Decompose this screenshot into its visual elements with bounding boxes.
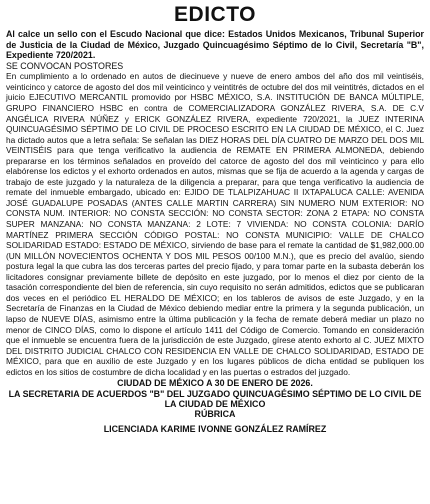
rubric-line: RÚBRICA (194, 409, 236, 420)
signer-name: LICENCIADA KARIME IVONNE GONZÁLEZ RAMÍREZ (103, 423, 327, 434)
edict-body-paragraph: En cumplimiento a lo ordenado en autos de diecinueve y nueve de enero ambos del año dos mil veintiséis, veinticinco y catorce de agosto del dos mil veinticinco y veintitrés de octubre del dos mil veintitrés, dictados en el juicio EJECUTIVO MERCANTIL promovido por HSBC MÉXICO, S.A. INSTITUCIÓN DE BANCA MÚLTIPLE, GRUPO FINANCIERO HSBC en contra de COMERCIALIZADORA GONZÁLEZ RIVERA, S.A. DE C.V ANGÉLICA RIVERA NÚÑEZ y ERICK GONZÁLEZ RIVERA, expediente 720/2021, la JUEZ INTERINA QUINCUAGÉSIMO SÉPTIMO DE LO CIVIL DE PROCESO ESCRITO EN LA CIUDAD DE MÉXICO, el C. Juez ha dictado autos que a letra señala: Se señalan las DIEZ HORAS DEL DÍA CUATRO DE MARZO DEL DOS MIL VEINTISÉIS para que tenga verificativo la audiencia de REMATE EN PRIMERA ALMONEDA, debiendo prepararse en los términos señalados en proveído del catorce de agosto del dos mil veinticinco y para ello elabórense los edictos y el exhorto ordenados en autos, mismas que se fija de acuerdo a la agenda y cargas de trabajo de este juzgado y la naturaleza de la diligencia a preparar, para que tenga verificativo la audiencia de remate del inmueble embargado, ubicado en: EJIDO DE TLALPIZAHUAC II IXTAPALUCA CALLE: AVENIDA JOSÉ GUADALUPE POSADAS (ANTES CALLE MARTIN CARRERA) SIN NUMERO NUM EXTERIOR: NO CONSTA NUM. INTERIOR: NO CONSTA SECCIÓN: NO CONSTA SECTOR: ZONA 2 ETAPA: NO CONSTA SUPER MANZANA: NO CONSTA MANZANA: 2 LOTE: 7 VIVIENDA: NO CONSTA COLONIA: DARÍO MARTÍNEZ PRIMERA SECCIÓN CÓDIGO POSTAL: NO CONSTA MUNICIPIO: VALLE DE CHALCO SOLIDARIDAD ESTADO: ESTADO DE MÉXICO, sirviendo de base para el remate la cantidad de $1,982,000.00 (UN MILLÓN NOVECIENTOS OCHENTA Y DOS MIL PESOS 00/100 M.N.), que es precio del avalúo, siendo postura legal la que cubra las dos terceras partes del precio fijado, y para tomar parte en la subasta deberán los licitadores consignar previamente billete de depósito en este juzgado, por lo menos el diez por ciento de la tasación correspondiente del bien de referencia, sin cuyo requisito no serán admitidos, edictos que se publicaran dos veces en el periódico EL HERALDO DE MÉXICO; en los tableros de avisos de este Juzgado, y en la Secretaría de Finanzas en la Ciudad de México debiendo mediar entre la primera y la segunda publicación, un lapso de NUEVE DÍAS, asimismo entre la última publicación y la fecha de remate deberá mediar un plazo no menor de CINCO DÍAS, como lo dispone el artículo 1411 del Código de Comercio. Tomando en consideración que el inmueble se encuentra fuera de la jurisdicción de este Juzgado, gírese atento exhorto al C. JUEZ MIXTO DEL DISTRITO JUDICIAL CHALCO CON RESIDENCIA EN VALLE DE CHALCO SOLIDARIDAD, ESTADO DE MÉXICO, para que en auxilio de este Juzgado y en los lugares públicos de dicha entidad se publiquen los edictos en los sitios de costumbre de dicha localidad y en las puertas o estrados del juzgado. (6, 71, 424, 377)
closing-date-line: CIUDAD DE MÉXICO A 30 DE ENERO DE 2026. (117, 378, 313, 389)
bidders-call-subheading: SE CONVOCAN POSTORES (6, 60, 124, 71)
secretary-line: LA SECRETARIA DE ACUERDOS "B" DEL JUZGADO QUINCUAGÉSIMO SÉPTIMO DE LO CIVIL DE LA CIUDAD DE MÉXICO (8, 388, 422, 410)
edict-title: EDICTO (174, 3, 256, 26)
court-seal-heading: Al calce un sello con el Escudo Nacional que dice: Estados Unidos Mexicanos, Tribunal Superior de Justicia de la Ciudad de México, Juzgado Quincuagésimo Séptimo de lo Civil, Secretaría "B", Expediente 720/2021. (6, 29, 424, 61)
